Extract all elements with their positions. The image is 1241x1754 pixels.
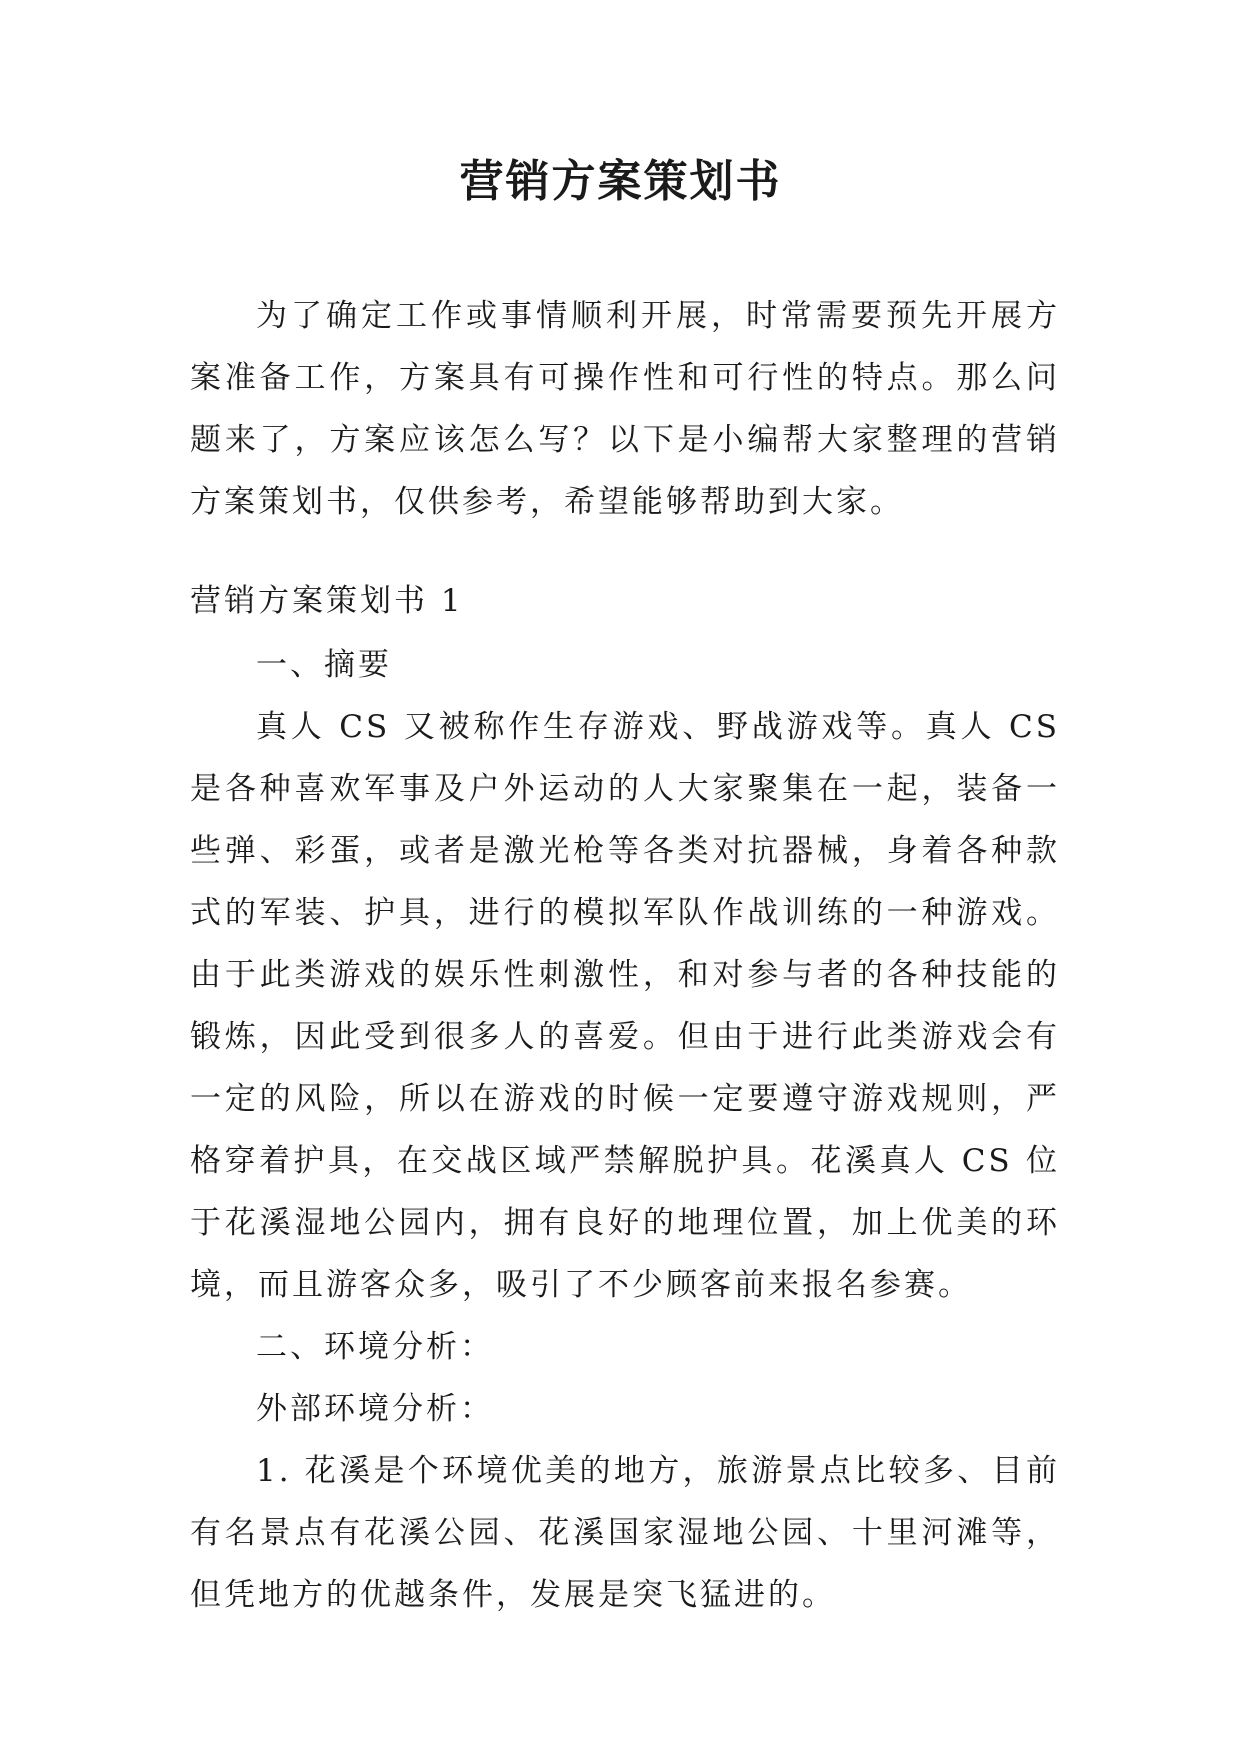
heading-summary: 一、摘要 [256, 647, 392, 683]
document-title: 营销方案策划书 [459, 156, 782, 207]
section-heading: 营销方案策划书 1 [190, 583, 464, 619]
external-environment-item-1: 1. 花溪是个环境优美的地方，旅游景点比较多、目前有名景点有花溪公园、花溪国家湿地公园、十里河滩等，但凭地方的优越条件，发展是突飞猛进的。 [190, 1453, 1060, 1613]
section-content [190, 634, 1060, 1626]
summary-paragraph: 真人 CS 又被称作生存游戏、野战游戏等。真人 CS 是各种喜欢军事及户外运动的人大家聚集在一起，装备一些弹、彩蛋，或者是激光枪等各类对抗器械，身着各种款式的军装、护具，进行的模拟军队作战训练的一种游戏。由于此类游戏的娱乐性刺激性，和对参与者的各种技能的锻炼，因此受到很多人的喜爱。但由于进行此类游戏会有一定的风险，所以在游戏的时候一定要遵守游戏规则，严格穿着护具，在交战区域严禁解脱护具。花溪真人 CS 位于花溪湿地公园内，拥有良好的地理位置，加上优美的环境，而且游客众多，吸引了不少顾客前来报名参赛。 [190, 709, 1060, 1303]
intro-paragraph: 为了确定工作或事情顺利开展，时常需要预先开展方案准备工作，方案具有可操作性和可行性的特点。那么问题来了，方案应该怎么写？以下是小编帮大家整理的营销方案策划书，仅供参考，希望能够帮助到大家。 [190, 298, 1060, 520]
heading-environment-analysis: 二、环境分析： [256, 1329, 494, 1365]
heading-external-environment: 外部环境分析： [256, 1391, 494, 1427]
